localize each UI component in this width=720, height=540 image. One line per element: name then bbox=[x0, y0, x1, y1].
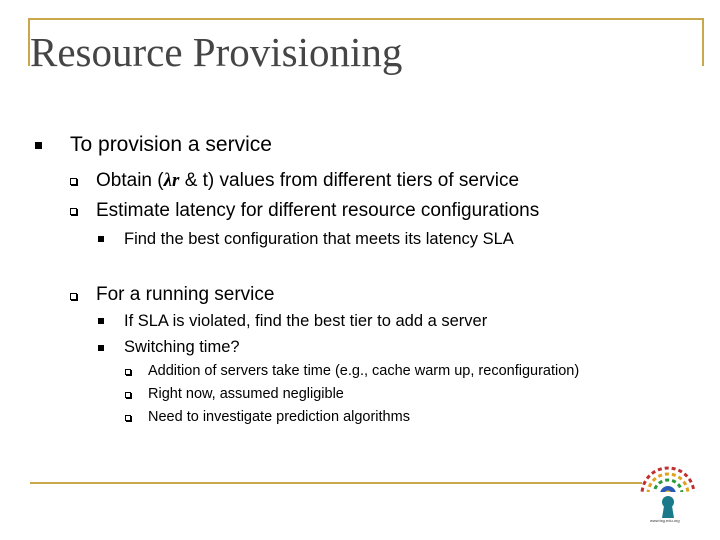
bullet-checkbox-icon bbox=[70, 208, 77, 215]
bullet-checkbox-icon bbox=[70, 293, 77, 300]
bullet-find-best-config: Find the best configuration that meets its latency SLA bbox=[124, 230, 514, 248]
bullet-obtain-values bbox=[96, 170, 519, 192]
bullet-running-service: For a running service bbox=[96, 284, 275, 305]
slide-title: Resource Provisioning bbox=[30, 29, 403, 75]
bullet-sla-violated: If SLA is violated, find the best tier to add a server bbox=[124, 312, 488, 330]
bullet-assumed-negligible: Right now, assumed negligible bbox=[148, 386, 344, 402]
obtain-prefix: Obtain ( bbox=[96, 170, 164, 191]
frame-right-rule bbox=[702, 18, 704, 66]
bullet-estimate-latency: Estimate latency for different resource configurations bbox=[96, 200, 540, 221]
bullet-addition-servers: Addition of servers take time (e.g., cache warm up, reconfiguration) bbox=[148, 363, 580, 379]
bullet-square-icon bbox=[35, 142, 42, 149]
bullet-checkbox-icon bbox=[125, 415, 131, 421]
bullet-switching-time: Switching time? bbox=[124, 338, 240, 356]
obtain-suffix: & t) values from different tiers of service bbox=[179, 170, 520, 191]
frame-top-rule bbox=[28, 18, 704, 20]
bullet-square-icon bbox=[98, 318, 104, 324]
bullet-prediction-algorithms: Need to investigate prediction algorithms bbox=[148, 409, 410, 425]
peacock-logo bbox=[628, 462, 708, 537]
bullet-checkbox-icon bbox=[70, 178, 77, 185]
bullet-checkbox-icon bbox=[125, 369, 131, 375]
bullet-checkbox-icon bbox=[125, 392, 131, 398]
bullet-square-icon bbox=[98, 345, 104, 351]
frame-bottom-rule bbox=[30, 482, 642, 484]
lambda-r-symbol: λr bbox=[163, 170, 180, 191]
bullet-square-icon bbox=[98, 236, 104, 242]
logo-caption: www.tsg.edu.org bbox=[650, 518, 680, 523]
bullet-provision-service: To provision a service bbox=[70, 133, 272, 156]
